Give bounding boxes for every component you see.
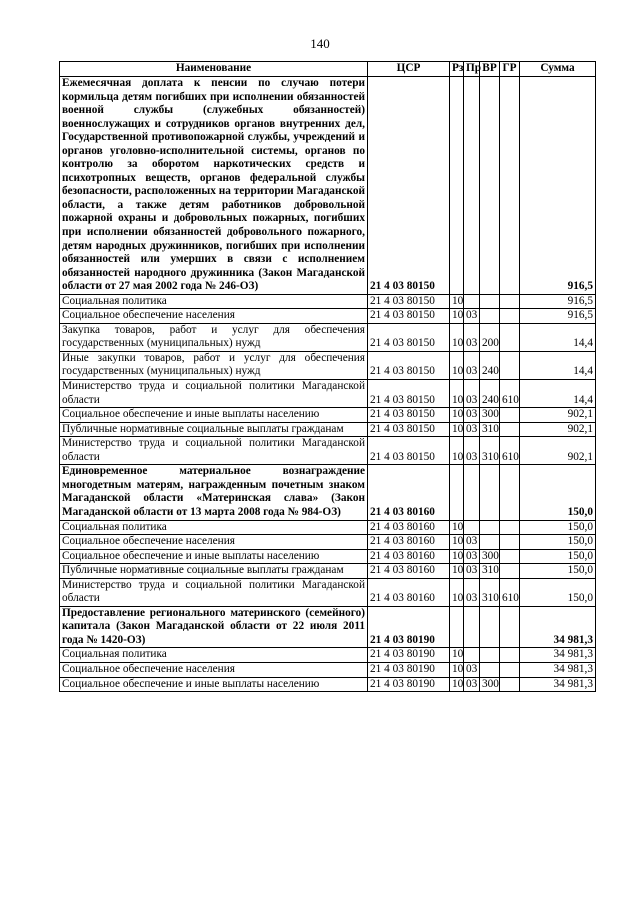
table-row	[60, 408, 596, 423]
cell-rz: 10	[450, 535, 464, 550]
cell-rz: 10	[450, 351, 464, 379]
cell-sum: 902,1	[520, 422, 596, 437]
cell-rz: 10	[450, 662, 464, 677]
table-row	[60, 662, 596, 677]
cell-gr: 610	[500, 380, 520, 408]
col-header-vr: ВР	[480, 62, 500, 77]
cell-name: Социальная политика	[60, 520, 368, 535]
cell-csr: 21 4 03 80190	[368, 662, 450, 677]
cell-csr: 21 4 03 80160	[368, 535, 450, 550]
cell-csr: 21 4 03 80190	[368, 606, 450, 648]
cell-rz: 10	[450, 422, 464, 437]
cell-pr	[464, 465, 480, 520]
cell-pr: 03	[464, 549, 480, 564]
cell-vr: 200	[480, 323, 500, 351]
cell-vr: 300	[480, 677, 500, 692]
cell-gr: 610	[500, 437, 520, 465]
cell-sum: 150,0	[520, 520, 596, 535]
cell-rz: 10	[450, 520, 464, 535]
cell-sum: 916,5	[520, 294, 596, 309]
table-row	[60, 351, 596, 379]
cell-pr: 03	[464, 535, 480, 550]
cell-vr	[480, 309, 500, 324]
cell-gr	[500, 535, 520, 550]
cell-gr	[500, 564, 520, 579]
cell-vr: 300	[480, 549, 500, 564]
cell-sum: 34 981,3	[520, 662, 596, 677]
cell-rz: 10	[450, 549, 464, 564]
cell-pr: 03	[464, 578, 480, 606]
cell-vr: 310	[480, 578, 500, 606]
cell-name: Ежемесячная доплата к пенсии по случаю потери кормильца детям погибших при исполнении обязанностей военной службы (служебных обязанностей) военнослужащих и сотрудников органов внутренних дел, Государственной противопожарной службы, учреждений и органов уголовно-исполнительной системы, органов по контролю за оборотом наркотических средств и психотропных веществ, органов федеральной службы безопасности, расположенных на территории Магаданской области, а также детям работников добровольной пожарной охраны и добровольных пожарных, погибших при исполнении обязанностей добровольного пожарного, детям народных дружинников, погибших при исполнении обязанностей или умерших в связи с исполнением обязанностей народного дружинника (Закон Магаданской области от 27 мая 2002 года № 246-ОЗ)	[60, 77, 368, 295]
cell-sum: 916,5	[520, 309, 596, 324]
col-header-pr: Пр	[464, 62, 480, 77]
cell-pr: 03	[464, 662, 480, 677]
cell-sum: 150,0	[520, 535, 596, 550]
cell-csr: 21 4 03 80150	[368, 77, 450, 295]
cell-vr: 310	[480, 437, 500, 465]
cell-rz: 10	[450, 578, 464, 606]
table-row	[60, 294, 596, 309]
table-header-row	[60, 62, 596, 77]
cell-name: Социальное обеспечение населения	[60, 662, 368, 677]
cell-vr: 240	[480, 380, 500, 408]
cell-name: Иные закупки товаров, работ и услуг для обеспечения государственных (муниципальных) нужд	[60, 351, 368, 379]
cell-csr: 21 4 03 80150	[368, 294, 450, 309]
cell-sum: 916,5	[520, 77, 596, 295]
cell-rz: 10	[450, 437, 464, 465]
cell-name: Предоставление регионального материнского (семейного) капитала (Закон Магаданской области от 22 июля 2011 года № 1420-ОЗ)	[60, 606, 368, 648]
cell-gr	[500, 662, 520, 677]
col-header-gr: ГР	[500, 62, 520, 77]
cell-vr: 310	[480, 422, 500, 437]
cell-rz: 10	[450, 294, 464, 309]
cell-gr	[500, 465, 520, 520]
section-heading-row	[60, 606, 596, 648]
section-heading-row	[60, 77, 596, 295]
table-row	[60, 422, 596, 437]
cell-sum: 902,1	[520, 437, 596, 465]
cell-sum: 14,4	[520, 351, 596, 379]
cell-gr	[500, 351, 520, 379]
cell-vr: 240	[480, 351, 500, 379]
cell-csr: 21 4 03 80160	[368, 578, 450, 606]
cell-csr: 21 4 03 80190	[368, 677, 450, 692]
cell-vr	[480, 535, 500, 550]
cell-gr: 610	[500, 578, 520, 606]
cell-name: Публичные нормативные социальные выплаты гражданам	[60, 564, 368, 579]
cell-pr: 03	[464, 351, 480, 379]
cell-sum: 34 981,3	[520, 677, 596, 692]
cell-name: Социальное обеспечение и иные выплаты населению	[60, 549, 368, 564]
cell-rz: 10	[450, 648, 464, 663]
cell-sum: 14,4	[520, 380, 596, 408]
cell-name: Социальная политика	[60, 648, 368, 663]
cell-pr: 03	[464, 677, 480, 692]
cell-csr: 21 4 03 80160	[368, 520, 450, 535]
cell-rz	[450, 77, 464, 295]
section-heading-row	[60, 465, 596, 520]
cell-csr: 21 4 03 80150	[368, 408, 450, 423]
cell-vr	[480, 662, 500, 677]
cell-pr: 03	[464, 422, 480, 437]
cell-name: Социальная политика	[60, 294, 368, 309]
cell-rz	[450, 606, 464, 648]
col-header-csr: ЦСР	[368, 62, 450, 77]
cell-pr	[464, 520, 480, 535]
table-row	[60, 578, 596, 606]
col-header-rz: Рз	[450, 62, 464, 77]
cell-name: Министерство труда и социальной политики Магаданской области	[60, 437, 368, 465]
cell-pr: 03	[464, 437, 480, 465]
cell-pr: 03	[464, 408, 480, 423]
cell-csr: 21 4 03 80150	[368, 380, 450, 408]
table-row	[60, 677, 596, 692]
cell-rz: 10	[450, 564, 464, 579]
cell-sum: 150,0	[520, 564, 596, 579]
table-row	[60, 323, 596, 351]
cell-rz: 10	[450, 323, 464, 351]
cell-name: Министерство труда и социальной политики Магаданской области	[60, 578, 368, 606]
cell-sum: 150,0	[520, 465, 596, 520]
cell-gr	[500, 606, 520, 648]
cell-csr: 21 4 03 80150	[368, 309, 450, 324]
cell-vr: 310	[480, 564, 500, 579]
cell-pr: 03	[464, 564, 480, 579]
cell-rz: 10	[450, 408, 464, 423]
cell-pr: 03	[464, 380, 480, 408]
cell-vr	[480, 294, 500, 309]
cell-gr	[500, 408, 520, 423]
cell-gr	[500, 323, 520, 351]
cell-name: Социальное обеспечение населения	[60, 309, 368, 324]
col-header-name: Наименование	[60, 62, 368, 77]
cell-rz: 10	[450, 309, 464, 324]
cell-name: Социальное обеспечение населения	[60, 535, 368, 550]
cell-gr	[500, 309, 520, 324]
cell-gr	[500, 520, 520, 535]
table-row	[60, 549, 596, 564]
table-row	[60, 535, 596, 550]
table-row	[60, 648, 596, 663]
cell-rz: 10	[450, 677, 464, 692]
table-row	[60, 437, 596, 465]
cell-gr	[500, 549, 520, 564]
cell-csr: 21 4 03 80150	[368, 351, 450, 379]
table-row	[60, 309, 596, 324]
cell-pr	[464, 294, 480, 309]
cell-sum: 150,0	[520, 578, 596, 606]
cell-csr: 21 4 03 80190	[368, 648, 450, 663]
cell-name: Социальное обеспечение и иные выплаты населению	[60, 677, 368, 692]
cell-name: Социальное обеспечение и иные выплаты населению	[60, 408, 368, 423]
cell-csr: 21 4 03 80160	[368, 465, 450, 520]
cell-sum: 902,1	[520, 408, 596, 423]
cell-pr: 03	[464, 323, 480, 351]
cell-gr	[500, 648, 520, 663]
cell-vr	[480, 520, 500, 535]
cell-vr	[480, 465, 500, 520]
cell-name: Министерство труда и социальной политики Магаданской области	[60, 380, 368, 408]
cell-sum: 150,0	[520, 549, 596, 564]
cell-sum: 14,4	[520, 323, 596, 351]
cell-csr: 21 4 03 80150	[368, 422, 450, 437]
cell-csr: 21 4 03 80150	[368, 323, 450, 351]
cell-gr	[500, 677, 520, 692]
table-row	[60, 520, 596, 535]
cell-vr	[480, 648, 500, 663]
budget-table	[59, 61, 596, 692]
cell-name: Закупка товаров, работ и услуг для обеспечения государственных (муниципальных) нужд	[60, 323, 368, 351]
cell-csr: 21 4 03 80160	[368, 564, 450, 579]
cell-sum: 34 981,3	[520, 648, 596, 663]
cell-pr	[464, 648, 480, 663]
cell-vr	[480, 606, 500, 648]
cell-gr	[500, 422, 520, 437]
cell-name: Публичные нормативные социальные выплаты гражданам	[60, 422, 368, 437]
cell-pr	[464, 77, 480, 295]
cell-pr: 03	[464, 309, 480, 324]
cell-sum: 34 981,3	[520, 606, 596, 648]
cell-vr	[480, 77, 500, 295]
cell-rz	[450, 465, 464, 520]
cell-gr	[500, 77, 520, 295]
page-number: 140	[310, 36, 330, 51]
cell-csr: 21 4 03 80160	[368, 549, 450, 564]
cell-rz: 10	[450, 380, 464, 408]
col-header-sum: Сумма	[520, 62, 596, 77]
cell-vr: 300	[480, 408, 500, 423]
table-row	[60, 564, 596, 579]
cell-pr	[464, 606, 480, 648]
table-row	[60, 380, 596, 408]
cell-gr	[500, 294, 520, 309]
cell-name: Единовременное материальное вознаграждение многодетным матерям, награжденным почетным знаком Магаданской области «Материнская слава» (Закон Магаданской области от 13 марта 2008 года № 984-ОЗ)	[60, 465, 368, 520]
cell-csr: 21 4 03 80150	[368, 437, 450, 465]
